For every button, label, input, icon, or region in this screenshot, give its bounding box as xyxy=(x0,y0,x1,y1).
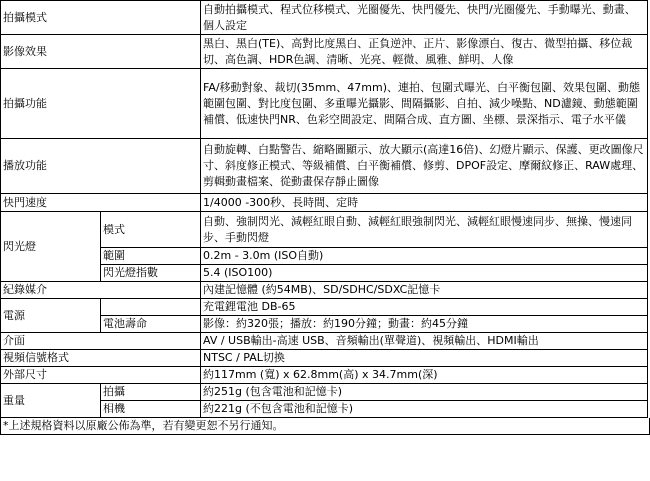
label-shoot-mode: 拍攝模式 xyxy=(1,1,201,35)
label-power-life: 電池壽命 xyxy=(101,316,201,333)
row-play-func xyxy=(1,139,648,194)
row-media xyxy=(1,282,648,299)
value-play-func: 自動旋轉、白點警告、縮略圖顯示、放大顯示(高達16倍)、幻燈片顯示、保護、更改圖像尺寸、斜度修正模式、等級補償、白平衡補償、修剪、DPOF設定、摩爾紋修正、RAW處理、剪輯動畫檔案、從動畫保存靜止圖像 xyxy=(201,139,648,194)
value-weight-body: 約221g (不包含電池和記憶卡) xyxy=(201,401,648,418)
label-weight-body: 相機 xyxy=(101,401,201,418)
label-flash-gn: 閃光燈指數 xyxy=(101,265,201,282)
label-shutter: 快門速度 xyxy=(1,194,201,212)
label-media: 紀錄媒介 xyxy=(1,282,201,299)
label-size: 外部尺寸 xyxy=(1,367,201,384)
row-weight-shoot xyxy=(1,384,648,401)
value-flash-gn: 5.4 (ISO100) xyxy=(201,265,648,282)
label-power-battery-empty xyxy=(101,299,201,316)
label-power: 電源 xyxy=(1,299,101,333)
row-image-effect xyxy=(1,35,648,69)
value-media: 內建記憶體 (約54MB)、SD/SDHC/SDXC記憶卡 xyxy=(201,282,648,299)
row-shoot-mode xyxy=(1,1,648,35)
label-shoot-func: 拍攝功能 xyxy=(1,69,201,139)
value-shoot-mode: 自動拍攝模式、程式位移模式、光圈優先、快門優先、快門/光圈優先、手動曝光、動畫、個人設定 xyxy=(201,1,648,35)
value-interface: AV / USB輸出-高速 USB、音頻輸出(單聲道)、視頻輸出、HDMI輸出 xyxy=(201,333,648,350)
label-video: 視頻信號格式 xyxy=(1,350,201,367)
footnote: *上述規格資料以原廠公佈為準，若有變更恕不另行通知。 xyxy=(0,418,650,435)
label-weight: 重量 xyxy=(1,384,101,418)
value-flash-range: 0.2m - 3.0m (ISO自動) xyxy=(201,248,648,265)
label-interface: 介面 xyxy=(1,333,201,350)
row-interface xyxy=(1,333,648,350)
label-flash-range: 範圍 xyxy=(101,248,201,265)
label-image-effect: 影像效果 xyxy=(1,35,201,69)
row-power-battery xyxy=(1,299,648,316)
value-size: 約117mm (寬) x 62.8mm(高) x 34.7mm(深) xyxy=(201,367,648,384)
label-flash: 閃光燈 xyxy=(1,212,101,282)
value-shoot-func: FA/移動對象、裁切(35mm、47mm)、連拍、包圍式曝光、白平衡包圍、效果包圍、動態範圍包圍、對比度包圍、多重曝光攝影、間隔攝影、自拍、減少噪點、ND濾鏡、動態範圍補償、低速快門NR、色彩空間設定、間隔合成、直方圖、坐標、景深指示、電子水平儀 xyxy=(201,69,648,139)
value-shutter: 1/4000 -300秒、長時間、定時 xyxy=(201,194,648,212)
row-shoot-func xyxy=(1,69,648,139)
row-size xyxy=(1,367,648,384)
value-flash-mode: 自動、強制閃光、減輕紅眼自動、減輕紅眼強制閃光、減輕紅眼慢速同步、無操、慢速同步、手動閃燈 xyxy=(201,212,648,248)
value-power-life: 影像：約320張；播放：約190分鐘；動畫：約45分鐘 xyxy=(201,316,648,333)
value-weight-shoot: 約251g (包含電池和記憶卡) xyxy=(201,384,648,401)
label-play-func: 播放功能 xyxy=(1,139,201,194)
label-weight-shoot: 拍攝 xyxy=(101,384,201,401)
value-power-battery: 充電鋰電池 DB-65 xyxy=(201,299,648,316)
value-image-effect: 黑白、黑白(TE)、高對比度黑白、正負逆沖、正片、影像漂白、復古、微型拍攝、移位裁切、高色調、HDR色調、清晰、光亮、輕微、風雅、鮮明、人像 xyxy=(201,35,648,69)
row-shutter xyxy=(1,194,648,212)
row-flash-mode xyxy=(1,212,648,248)
label-flash-mode: 模式 xyxy=(101,212,201,248)
row-video xyxy=(1,350,648,367)
value-video: NTSC / PAL切換 xyxy=(201,350,648,367)
